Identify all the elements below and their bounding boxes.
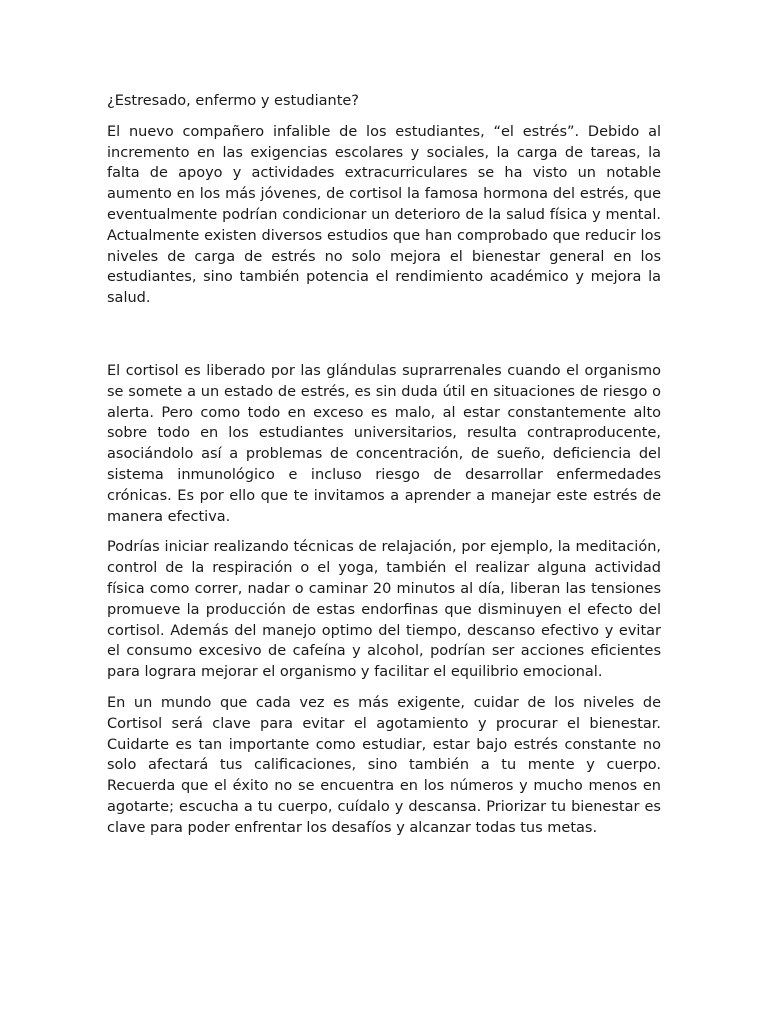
paragraph-cortisol: El cortisol es liberado por las glándulas suprarrenales cuando el organismo se somete a un estado de estrés, es sin duda útil en situaciones de riesgo o alerta. Pero como todo en exceso es malo, al estar constantemente alto sobre todo en los estudiantes universitarios, resulta contraproducente, asociándolo así a problemas de concentración, de sueño, deficiencia del sistema inmunológico e incluso riesgo de desarrollar enfermedades crónicas. Es por ello que te invitamos a aprender a manejar este estrés de manera efectiva.: [107, 362, 661, 525]
document-title: ¿Estresado, enfermo y estudiante?: [107, 93, 359, 109]
paragraph-conclusion: En un mundo que cada vez es más exigente, cuidar de los niveles de Cortisol será clave para evitar el agotamiento y procurar el bienestar. Cuidarte es tan importante como estudiar, estar bajo estrés constante no solo afectará tus calificaciones, sino también a tu mente y cuerpo. Recuerda que el éxito no se encuentra en los números y mucho menos en agotarte; escucha a tu cuerpo, cuídalo y descansa. Priorizar tu bienestar es clave para poder enfrentar los desafíos y alcanzar todas tus metas.: [107, 694, 661, 836]
paragraph-techniques: Podrías iniciar realizando técnicas de relajación, por ejemplo, la meditación, control de la respiración o el yoga, también el realizar alguna actividad física como correr, nadar o caminar 20 minutos al día, liberan las tensiones promueve la producción de estas endorfinas que disminuyen el efecto del cortisol. Además del manejo optimo del tiempo, descanso efectivo y evitar el consumo excesivo de cafeína y alcohol, podrían ser acciones eficientes para lograra mejorar el organismo y facilitar el equilibrio emocional.: [107, 539, 661, 681]
document-page: [107, 91, 661, 849]
paragraph-spacer: [107, 319, 661, 361]
paragraph-intro: El nuevo compañero infalible de los estudiantes, “el estrés”. Debido al incremento en las exigencias escolares y sociales, la carga de tareas, la falta de apoyo y actividades extracurriculares se ha visto un notable aumento en los más jóvenes, de cortisol la famosa hormona del estrés, que eventualmente podrían condicionar un deterioro de la salud física y mental. Actualmente existen diversos estudios que han comprobado que reducir los niveles de carga de estrés no solo mejora el bienestar general en los estudiantes, sino también potencia el rendimiento académico y mejora la salud.: [107, 123, 661, 307]
